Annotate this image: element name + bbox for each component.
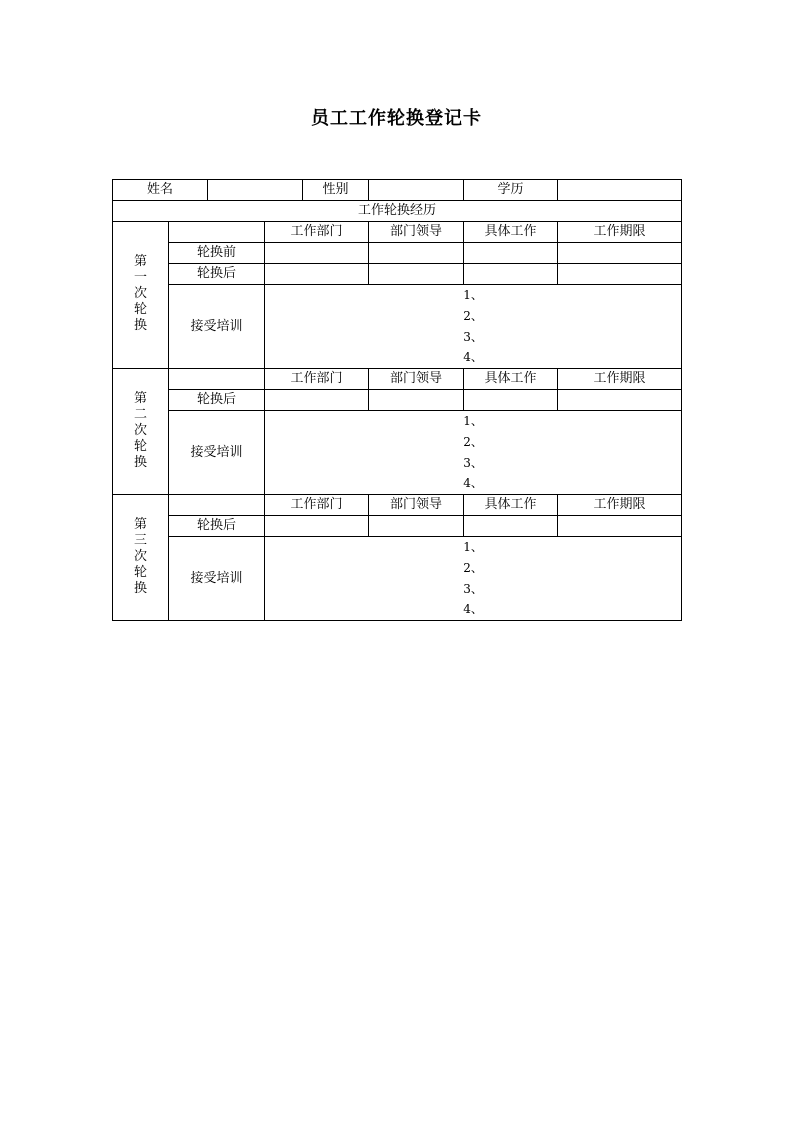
input-cell[interactable] [369,243,464,264]
personal-info-row [113,180,682,201]
training-line: 3、 [463,581,483,596]
round1-training-row [113,285,682,369]
round3-training-field[interactable] [265,537,682,621]
input-cell[interactable] [265,390,369,411]
round1-header-row [113,222,682,243]
round2-training-row [113,411,682,495]
column-header-dept: 工作部门 [265,222,369,243]
training-line: 1、 [463,414,483,428]
round3-header-row [113,495,682,516]
column-header-job: 具体工作 [464,369,558,390]
column-header-leader: 部门领导 [369,369,464,390]
training-line: 1、 [463,288,483,302]
input-cell[interactable] [265,516,369,537]
column-header-job: 具体工作 [464,222,558,243]
round2-training-field[interactable] [265,411,682,495]
gender-label: 性别 [303,180,369,201]
training-line: 4、 [463,350,483,365]
education-field[interactable] [558,180,682,201]
column-header-leader: 部门领导 [369,495,464,516]
input-cell[interactable] [558,243,682,264]
round2-label-cell [113,369,169,495]
column-header-term: 工作期限 [558,495,682,516]
round2-corner-cell [169,369,265,390]
input-cell[interactable] [265,264,369,285]
column-header-leader: 部门领导 [369,222,464,243]
round3-label: 第三次轮换 [133,516,147,596]
training-line: 4、 [463,476,483,491]
round1-label-cell [113,222,169,369]
column-header-term: 工作期限 [558,222,682,243]
input-cell[interactable] [464,264,558,285]
input-cell[interactable] [464,516,558,537]
training-line: 3、 [463,455,483,470]
gender-field[interactable] [369,180,464,201]
round1-before-label: 轮换前 [169,243,265,264]
name-label: 姓名 [113,180,208,201]
round1-training-label: 接受培训 [169,285,265,369]
input-cell[interactable] [369,516,464,537]
round1-corner-cell [169,222,265,243]
input-cell[interactable] [265,243,369,264]
input-cell[interactable] [369,264,464,285]
name-field[interactable] [208,180,303,201]
column-header-dept: 工作部门 [265,369,369,390]
input-cell[interactable] [558,264,682,285]
round3-after-row [113,516,682,537]
input-cell[interactable] [369,390,464,411]
document-title: 员工工作轮换登记卡 [311,108,482,129]
training-line: 1、 [463,540,483,554]
round1-after-row [113,264,682,285]
training-line: 4、 [463,602,483,617]
rotation-register-table [112,179,682,621]
column-header-job: 具体工作 [464,495,558,516]
education-label: 学历 [464,180,558,201]
input-cell[interactable] [558,516,682,537]
round3-training-label: 接受培训 [169,537,265,621]
training-line: 3、 [463,329,483,344]
round1-before-row [113,243,682,264]
input-cell[interactable] [464,243,558,264]
round3-label-cell [113,495,169,621]
history-header-row [113,201,682,222]
training-line: 2、 [463,308,483,323]
round2-training-label: 接受培训 [169,411,265,495]
input-cell[interactable] [558,390,682,411]
input-cell[interactable] [464,390,558,411]
round2-after-row [113,390,682,411]
round1-after-label: 轮换后 [169,264,265,285]
round2-label: 第二次轮换 [133,390,147,470]
history-header: 工作轮换经历 [113,201,682,222]
round2-after-label: 轮换后 [169,390,265,411]
round3-training-row [113,537,682,621]
round2-header-row [113,369,682,390]
round3-corner-cell [169,495,265,516]
training-line: 2、 [463,434,483,449]
training-line: 2、 [463,560,483,575]
column-header-dept: 工作部门 [265,495,369,516]
round3-after-label: 轮换后 [169,516,265,537]
column-header-term: 工作期限 [558,369,682,390]
round1-label: 第一次轮换 [133,254,147,333]
round1-training-field[interactable] [265,285,682,369]
